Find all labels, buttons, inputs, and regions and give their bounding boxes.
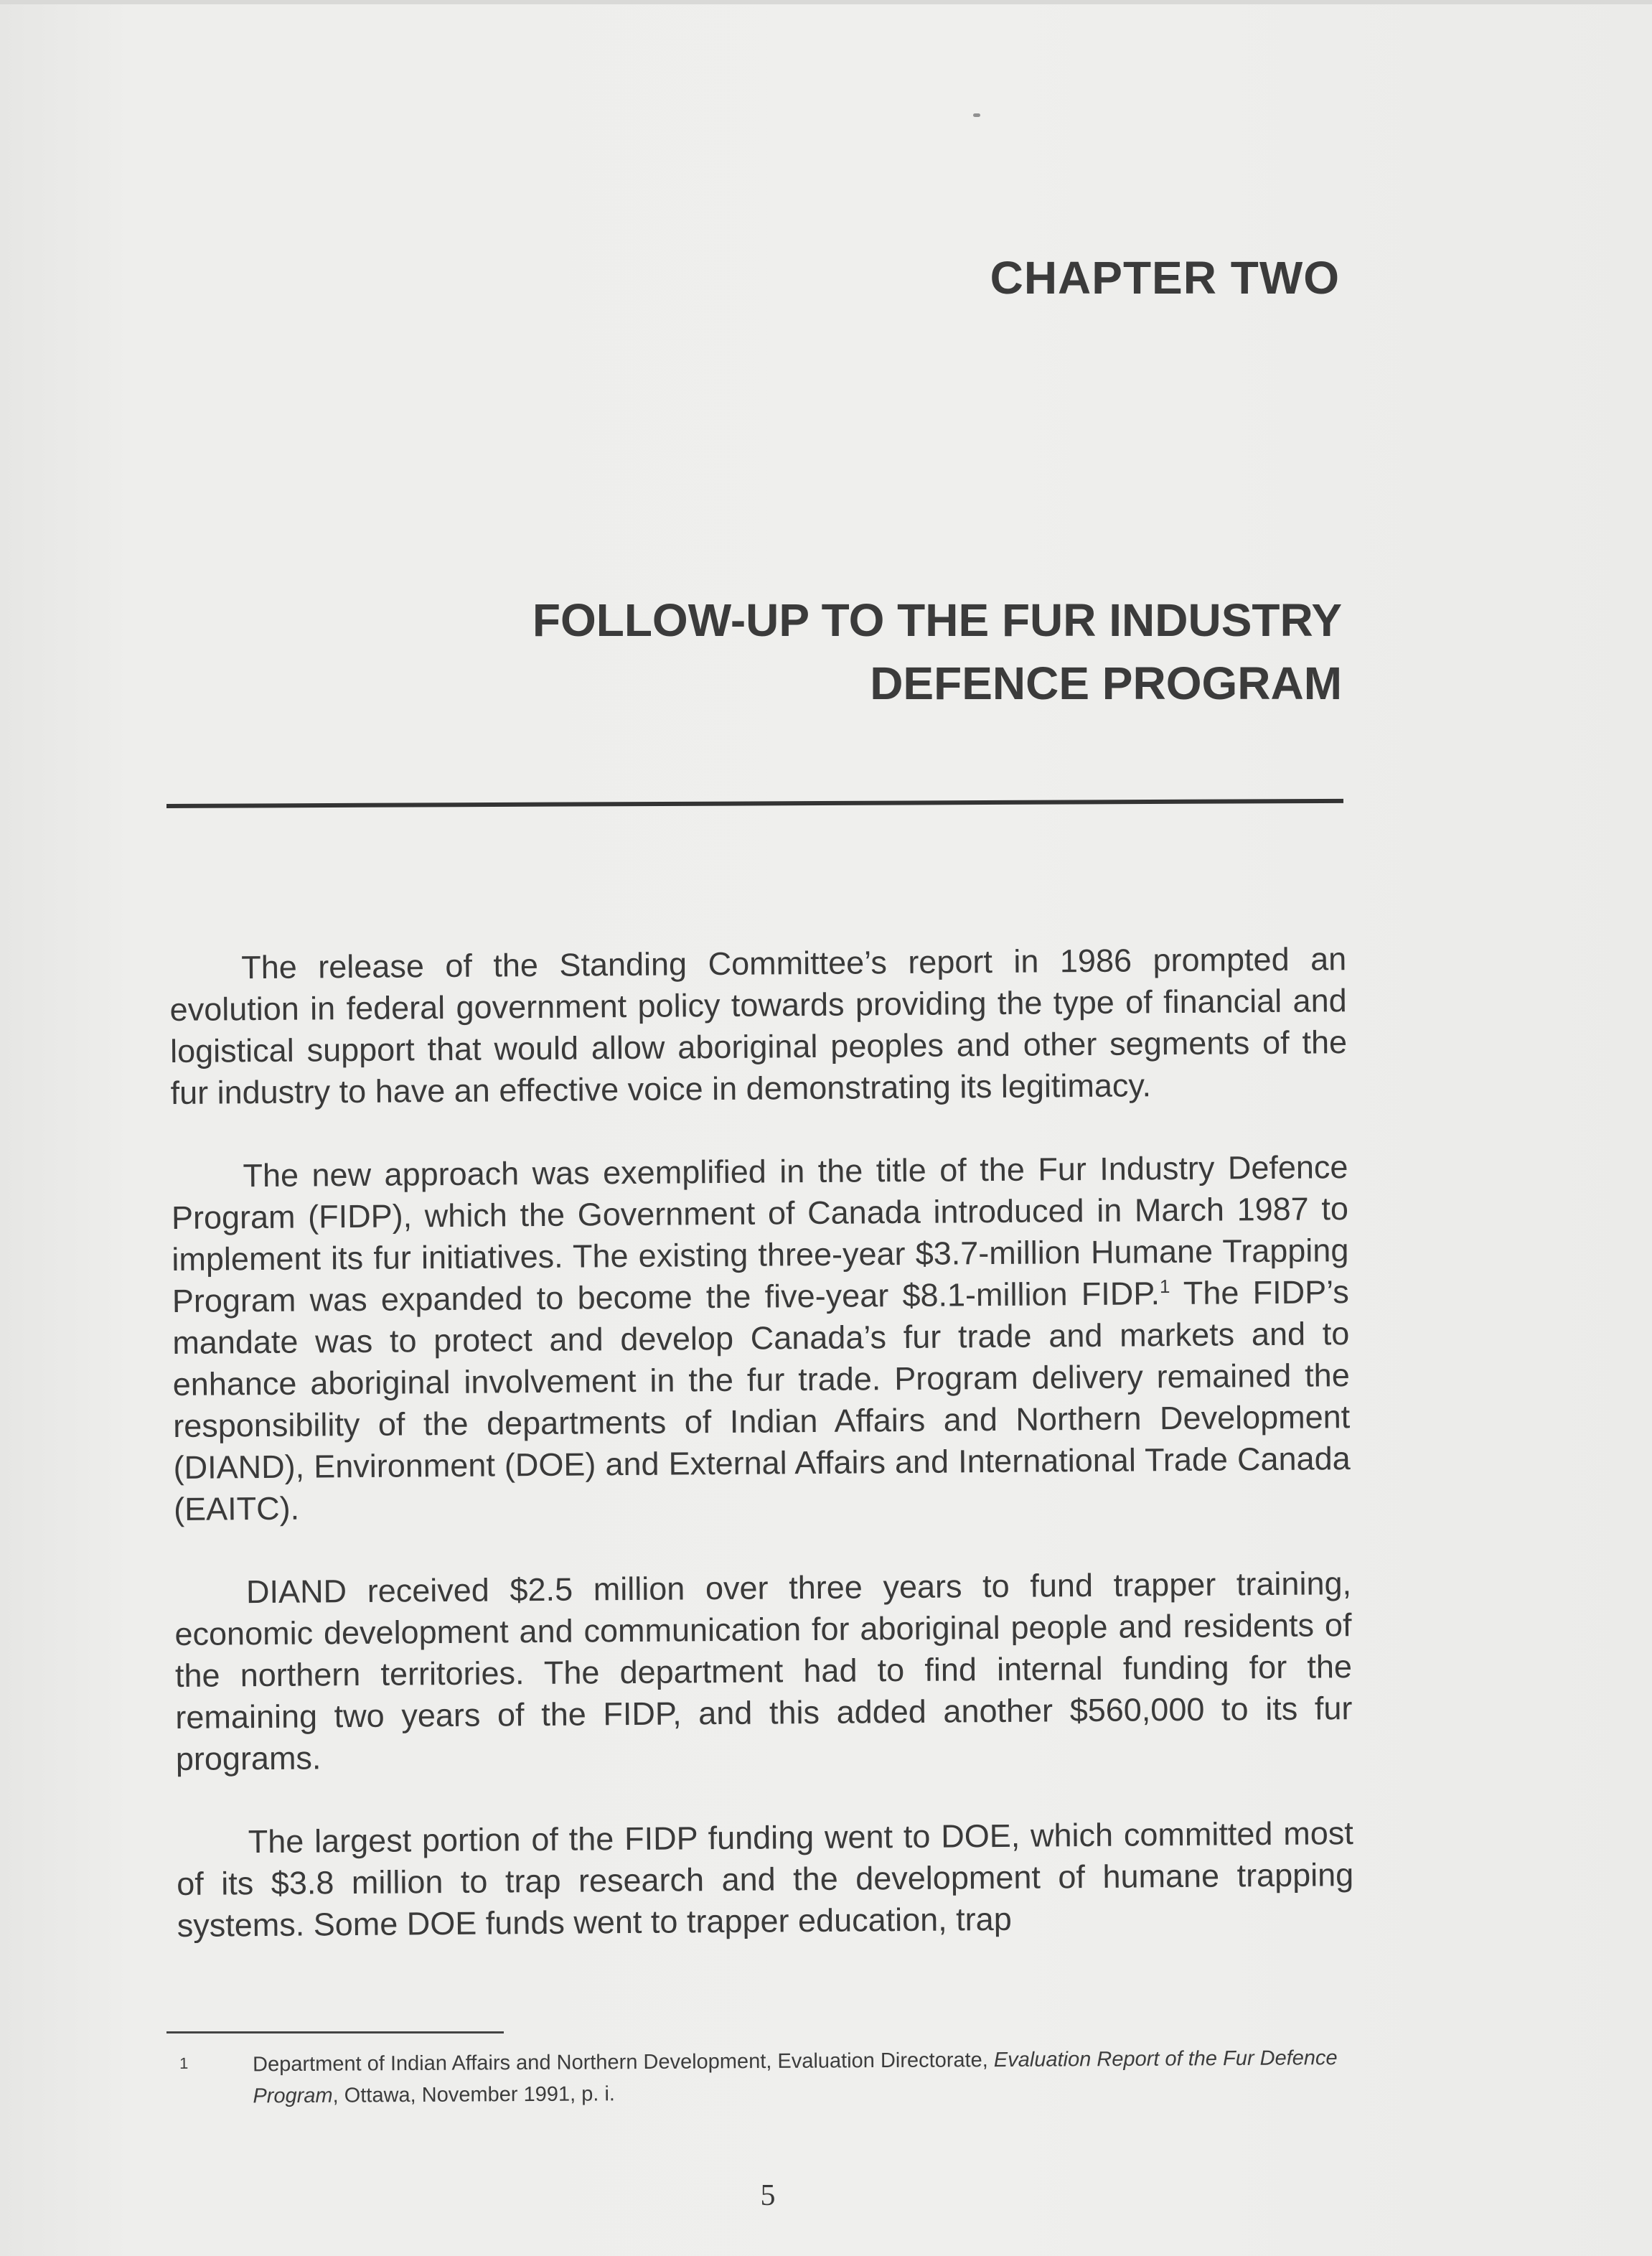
chapter-title [266, 589, 1342, 715]
page-number: 5 [760, 2179, 776, 2212]
paragraph-4: The largest portion of the FIDP funding went to DOE, which committed most of its $3.8 million to trap research and the development of humane trapping systems. Some DOE funds went to trapper education, trap [177, 1815, 1354, 1944]
footnote-text-b: , Ottawa, November 1991, p. i. [332, 2082, 616, 2107]
paragraph-2-text-b: The FIDP’s mandate was to protect and develop Canada’s fur trade and markets and to enhance aboriginal involvement in the fur trade. Program delivery remained the responsibility of the departments of Indian Affairs and Northern Development (DIAND), Environment (DOE) and External Affairs and International Trade Canada (EAITC). [172, 1273, 1351, 1527]
body-text [169, 938, 1354, 1947]
paragraph-3: DIAND received $2.5 million over three years to fund trapper training, economic development and communication for aboriginal people and residents of the northern territories. The department had to find internal funding for the remaining two years of the FIDP, and this added another $560,000 to its fur programs. [174, 1565, 1353, 1777]
footnote-marker: 1 [179, 2054, 189, 2072]
chapter-title-line-1: FOLLOW-UP TO THE FUR INDUSTRY [532, 594, 1342, 646]
paragraph-2-text-a: The new approach was exemplified in the title of the Fur Industry Defence Program (FIDP), which the Government of Canada introduced in March 1987 to implement its fur initiatives. The existing three-year $3.7-million Humane Trapping Program was expanded to become the five-year $8.1-million FIDP. [171, 1148, 1349, 1319]
footnote [179, 2042, 1357, 2112]
footnote-text-a: Department of Indian Affairs and Northern Development, Evaluation Directorate, [253, 2049, 994, 2077]
chapter-label: CHAPTER TWO [990, 252, 1340, 304]
footnote-reference: 1 [1159, 1276, 1170, 1298]
footnote-cited-title: Evaluation Report of the Fur Defence Program [253, 2046, 1338, 2108]
paragraph-1: The release of the Standing Committee’s report in 1986 prompted an evolution in federal government policy towards providing the type of financial and logistical support that would allow aboriginal peoples and other segments of the fur industry to have an effective voice in demonstrating its legitimacy. [169, 940, 1348, 1111]
footnote-divider [166, 2031, 504, 2033]
paragraph-2 [171, 1146, 1351, 1530]
footnote-body [253, 2042, 1357, 2112]
chapter-title-line-2: DEFENCE PROGRAM [870, 657, 1342, 709]
page-top-edge [0, 0, 1652, 4]
scan-speck [973, 113, 980, 117]
title-divider [166, 799, 1343, 808]
